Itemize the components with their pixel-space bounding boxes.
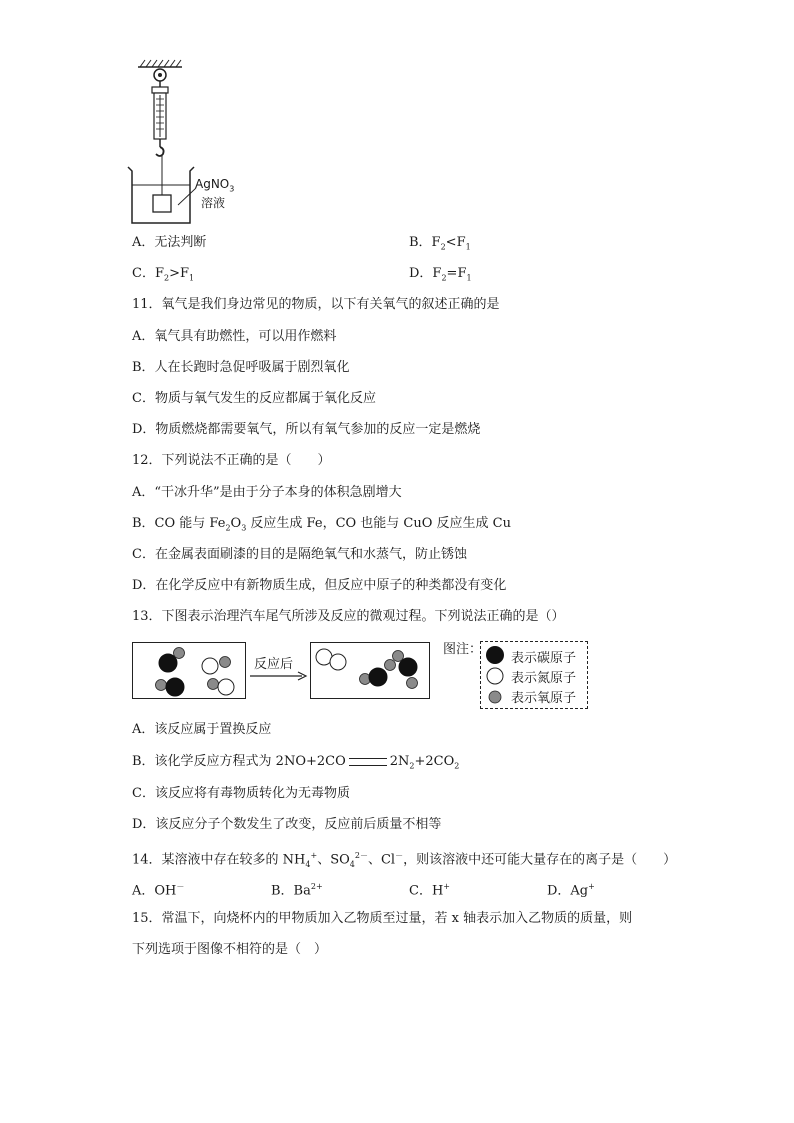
oxygen-atom xyxy=(220,657,231,668)
oxygen-atom xyxy=(208,679,219,690)
q13-option-a[interactable]: A．该反应属于置换反应 xyxy=(132,722,272,737)
q12-option-b[interactable]: B．CO 能与 $Fe_2O_3$ 反应生成 Fe，CO 也能与 CuO 反应生成 Cu xyxy=(132,516,511,533)
nitrogen-atom xyxy=(330,654,346,670)
nitrogen-legend-icon xyxy=(487,668,503,684)
nitrogen-atom xyxy=(218,679,234,695)
solution-word: 溶液 xyxy=(201,196,226,211)
nitrogen-atom xyxy=(202,658,218,674)
reaction-arrow xyxy=(248,670,310,682)
carbon-atom xyxy=(166,678,184,696)
q15-stem-line2: 下列选项于图像不相符的是（ ） xyxy=(132,942,328,957)
legend-title: 图注： xyxy=(443,642,483,657)
q14-option-c[interactable]: C．H+ xyxy=(409,882,450,899)
reaction-arrow-label: 反应后 xyxy=(254,657,294,672)
carbon-atom xyxy=(159,654,177,672)
equation-equals-sign xyxy=(349,758,387,766)
q11-option-a[interactable]: A．氧气具有助燃性，可以用作燃料 xyxy=(132,329,337,344)
q12-option-a[interactable]: A．“干冰升华”是由于分子本身的体积急剧增大 xyxy=(132,485,402,500)
q13-option-b[interactable]: B．该化学反应方程式为 2NO+2CO $2N_2+2CO_2$ xyxy=(132,754,460,771)
oxygen-atom xyxy=(156,680,167,691)
oxygen-atom xyxy=(385,660,396,671)
q13-stem: 13．下图表示治理汽车尾气所涉及反应的微观过程。下列说法正确的是（） xyxy=(132,609,565,624)
oxygen-legend-icon xyxy=(489,691,501,703)
q11-option-d[interactable]: D．物质燃烧都需要氧气，所以有氧气参加的反应一定是燃烧 xyxy=(132,422,481,437)
reactant-molecules xyxy=(132,642,246,699)
carbon-atom xyxy=(399,658,417,676)
legend-carbon-label: 表示碳原子 xyxy=(511,651,577,666)
q12-stem: 12．下列说法不正确的是（ ） xyxy=(132,453,331,468)
q12-option-d[interactable]: D．在化学反应中有新物质生成，但反应中原子的种类都没有变化 xyxy=(132,578,507,593)
q10-option-d[interactable]: D．$F_2=F_1$ xyxy=(409,266,472,283)
q14-option-d[interactable]: D．Ag+ xyxy=(547,882,595,899)
oxygen-atom xyxy=(174,648,185,659)
q13-option-d[interactable]: D．该反应分子个数发生了改变，反应前后质量不相等 xyxy=(132,817,442,832)
oxygen-atom xyxy=(393,651,404,662)
solution-label: AgNO$_3$ 溶液 xyxy=(195,177,235,211)
q12-option-c[interactable]: C．在金属表面刷漆的目的是隔绝氧气和水蒸气，防止锈蚀 xyxy=(132,547,467,562)
q10-option-c[interactable]: C．$F_2>F_1$ xyxy=(132,266,195,283)
q14-option-b[interactable]: B．$Ba^{2+}$ xyxy=(271,882,323,899)
q11-stem: 11．氧气是我们身边常见的物质，以下有关氧气的叙述正确的是 xyxy=(132,297,500,312)
q13-option-c[interactable]: C．该反应将有毒物质转化为无毒物质 xyxy=(132,786,350,801)
oxygen-atom xyxy=(407,678,418,689)
carbon-legend-icon xyxy=(486,646,504,664)
q11-option-c[interactable]: C．物质与氧气发生的反应都属于氧化反应 xyxy=(132,391,376,406)
product-molecules xyxy=(310,642,430,699)
q15-stem-line1: 15．常温下，向烧杯内的甲物质加入乙物质至过量，若 x 轴表示加入乙物质的质量，则 xyxy=(132,911,633,926)
q10-option-b[interactable]: B．$F_2<F_1$ xyxy=(409,235,471,252)
q14-option-a[interactable]: A．OH－ xyxy=(132,882,185,899)
legend-oxygen-label: 表示氧原子 xyxy=(511,691,577,706)
q10-option-a[interactable]: A．无法判断 xyxy=(132,235,207,250)
q14-stem: 14．某溶液中存在较多的 $NH_4^+$、$SO_4^{2-}$、Cl－，则该溶液中还可能大量存在的离子是（ ） xyxy=(132,851,677,869)
agno3-label: AgNO xyxy=(195,177,230,191)
carbon-atom xyxy=(369,668,387,686)
legend-symbols xyxy=(484,644,508,708)
legend-nitrogen-label: 表示氮原子 xyxy=(511,671,577,686)
q11-option-b[interactable]: B．人在长跑时急促呼吸属于剧烈氧化 xyxy=(132,360,350,375)
